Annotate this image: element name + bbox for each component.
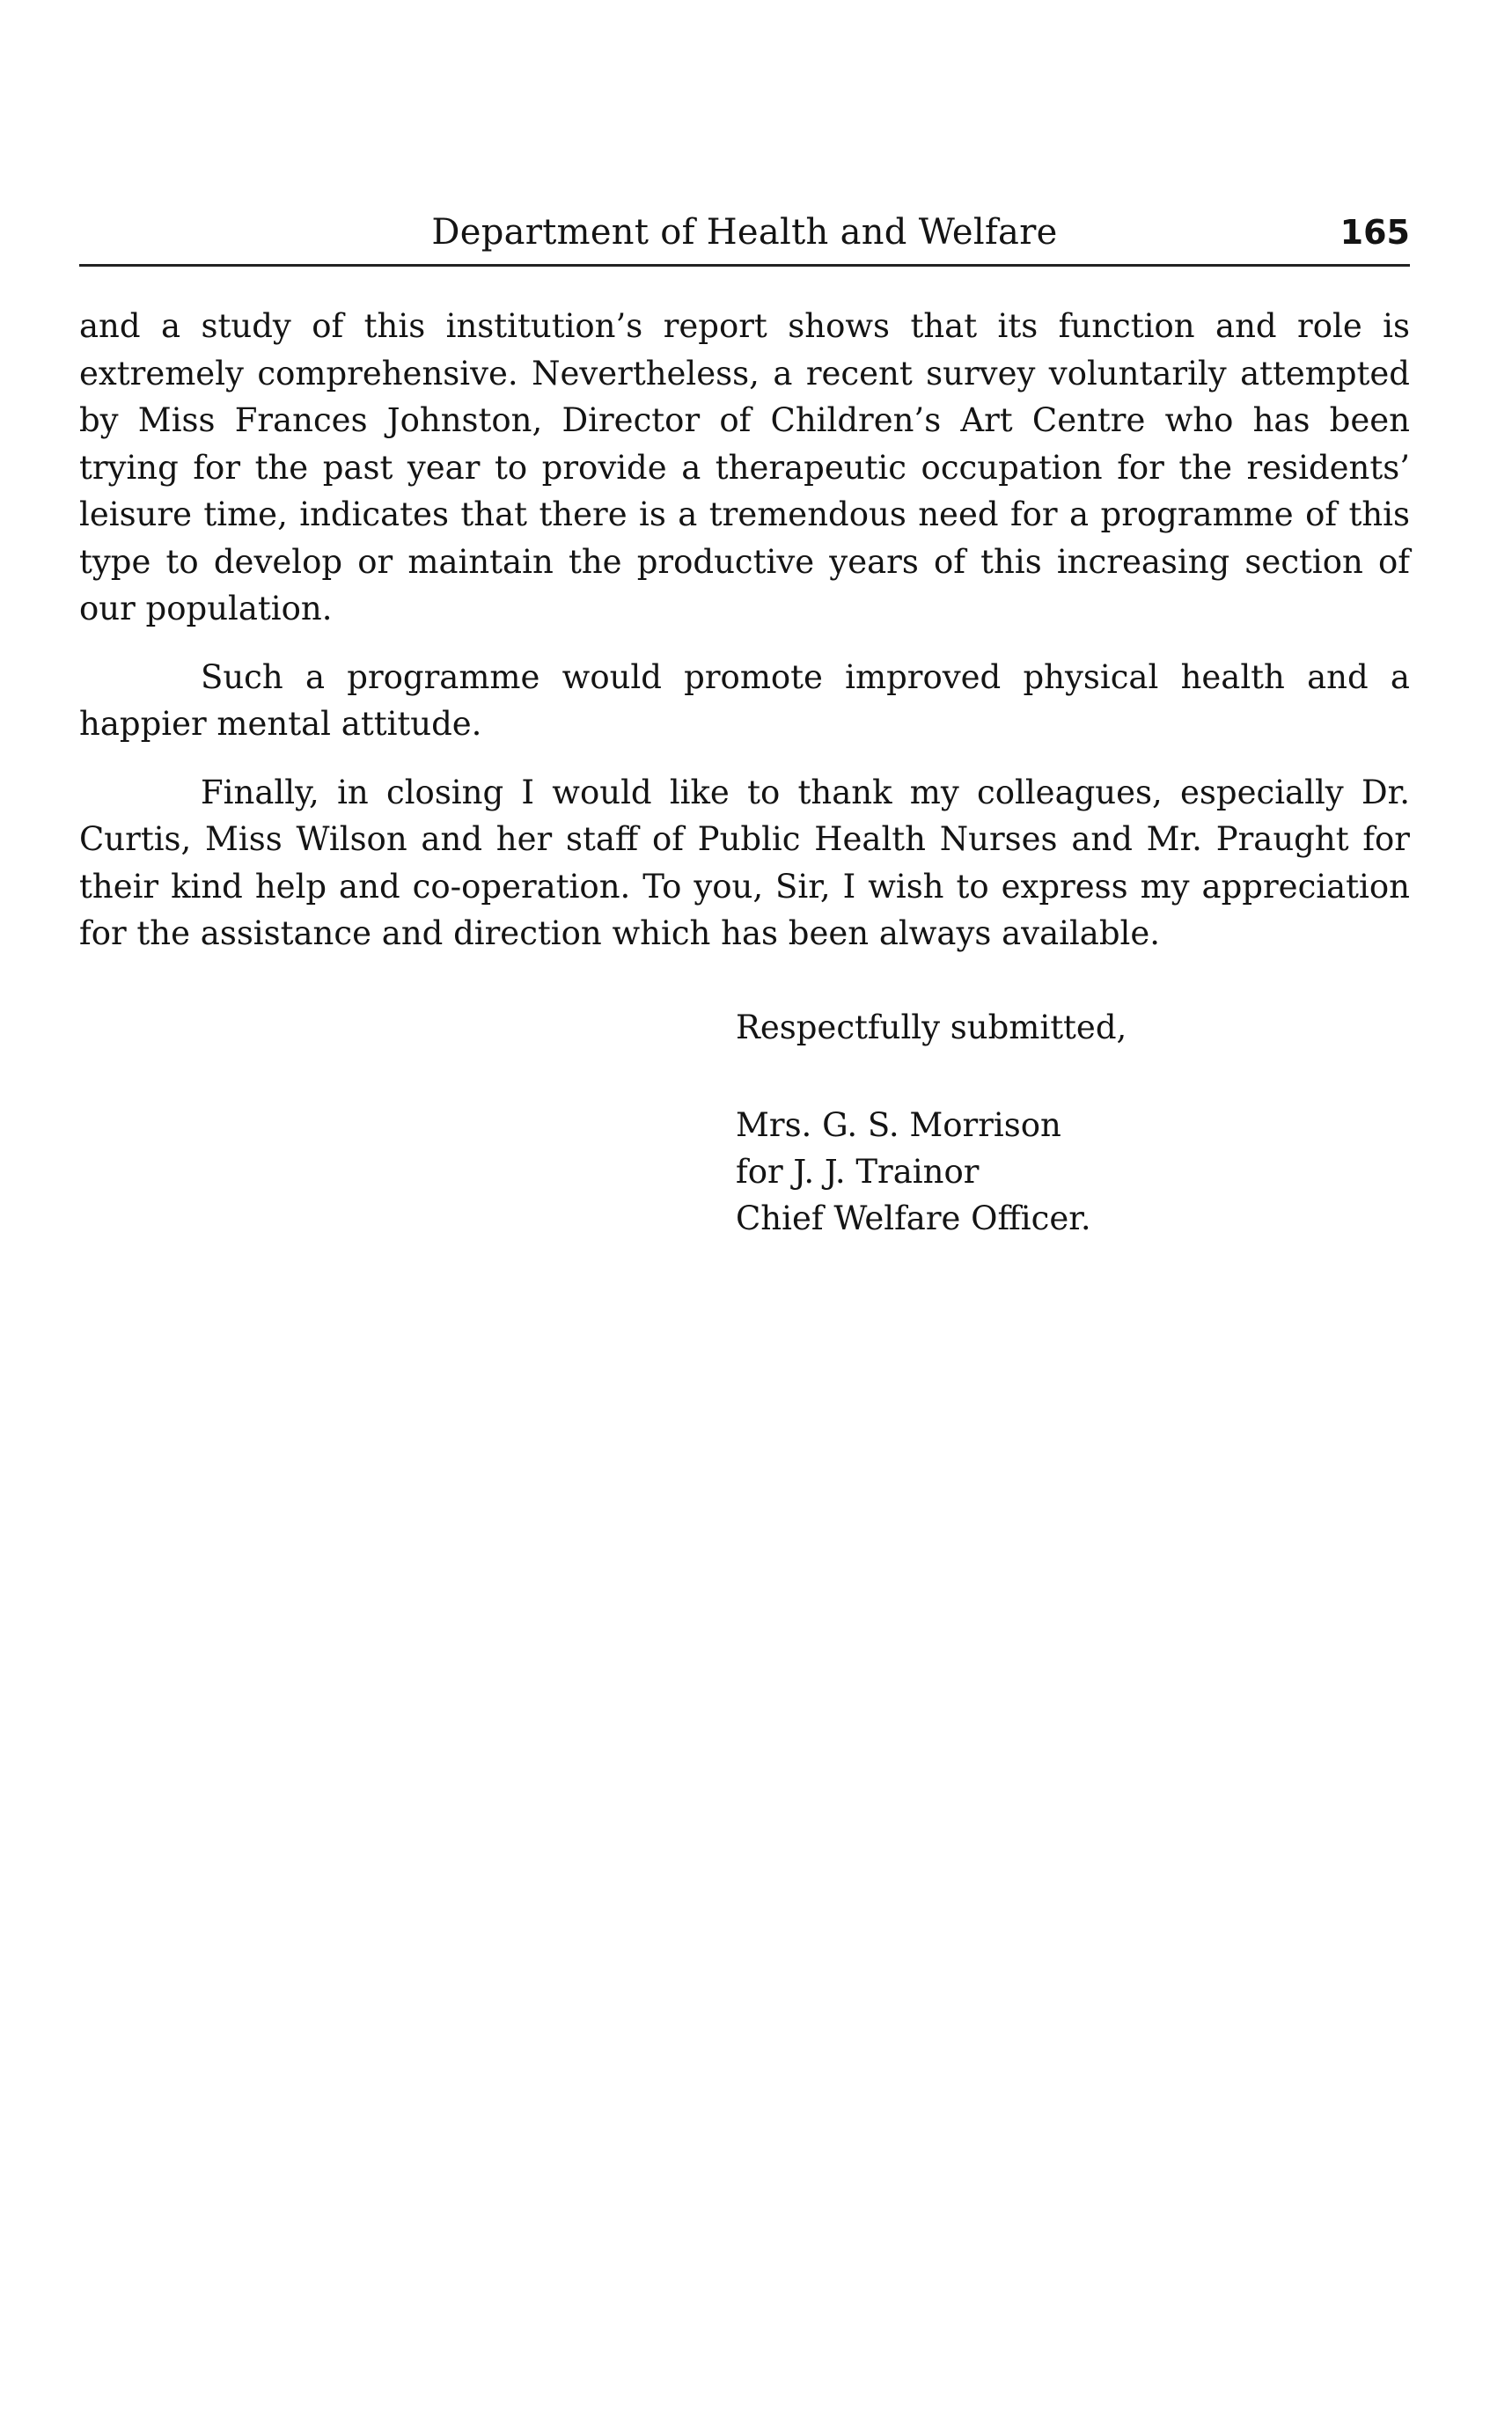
page-number: 165 <box>1340 213 1410 252</box>
signature-on-behalf: for J. J. Trainor <box>736 1153 980 1191</box>
running-title: Department of Health and Welfare <box>431 212 1058 253</box>
running-header <box>79 208 1410 257</box>
signature-title: Chief Welfare Officer. <box>736 1199 1091 1237</box>
paragraph-continuation: and a study of this institution’s report shows that its function and role is extremely comprehensive. Nevertheless, a recent survey voluntarily attempted by Miss Frances Johnston, Director of Children’s Art Centre who has been trying for the past year to provide a therapeutic occupation for the residents’ leisure time, indicates that there is a tremendous need for a programme of this type to develop or maintain the productive years of this increasing section of our population. <box>79 307 1410 627</box>
complimentary-close <box>736 1004 1405 1051</box>
header-rule <box>79 264 1410 267</box>
complimentary-close-text: Respectfully submitted, <box>736 1009 1127 1046</box>
paragraph-closing-thanks: Finally, in closing I would like to thank my colleagues, especially Dr. Curtis, Miss Wilson and her staff of Public Health Nurses and Mr. Praught for their kind help and co-operation. To you, Sir, I wish to express my appreciation for the assistance and direction which has been always available. <box>79 773 1410 952</box>
body-text <box>79 303 1410 979</box>
signature-block <box>736 1102 1405 1242</box>
signature-name: Mrs. G. S. Morrison <box>736 1106 1061 1144</box>
paragraph-programme: Such a programme would promote improved physical health and a happier mental attitude. <box>79 657 1410 743</box>
